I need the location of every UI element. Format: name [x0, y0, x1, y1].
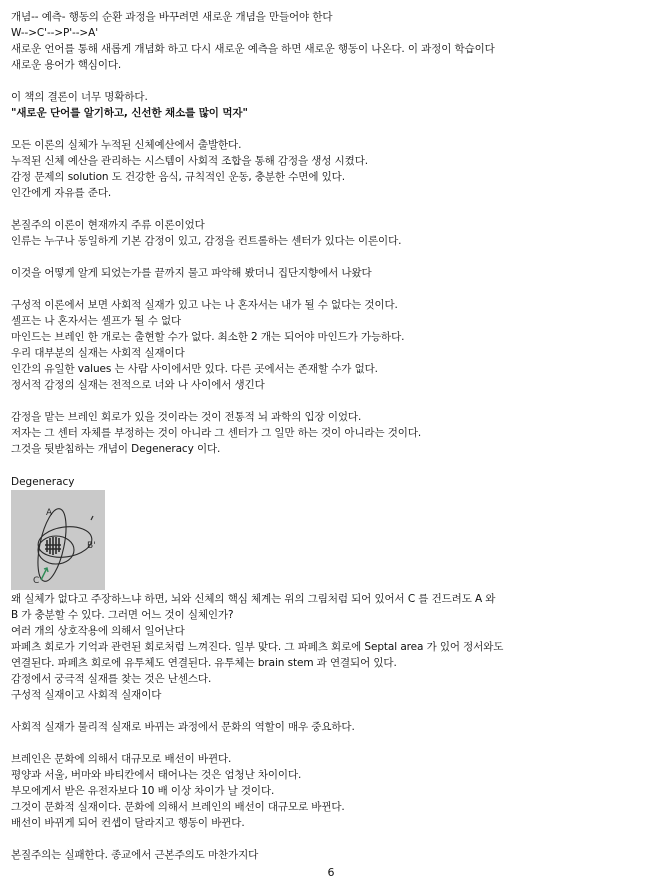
text-line: 브레인은 문화에 의해서 대규모로 배선이 바뀐다. — [11, 753, 232, 765]
paragraph-gap — [11, 281, 651, 297]
text-line: 여러 개의 상호작용에 의해서 일어난다 — [11, 625, 185, 637]
text-line: 개념-- 예측- 행동의 순환 과정을 바꾸려면 새로운 개념을 만들어야 한다 — [11, 11, 333, 23]
document-body — [11, 9, 651, 863]
paragraph-gap — [11, 249, 651, 265]
text-line: 배선이 바뀌게 되어 컨셉이 달라지고 행동이 바뀐다. — [11, 817, 245, 829]
label-a: A — [46, 508, 53, 518]
text-line: 구성적 이론에서 보면 사회적 실재가 있고 나는 나 혼자서는 내가 될 수 없다는 것이다. — [11, 299, 398, 311]
paragraph-gap — [11, 457, 651, 473]
text-line: B 가 충분할 수 있다. 그러면 어느 것이 실체인가? — [11, 609, 234, 621]
text-line: 누적된 신체 예산을 관리하는 시스템이 사회적 조합을 통해 감정을 생성 시켰다. — [11, 155, 368, 167]
text-line: 사회적 실재가 물리적 실재로 바뀌는 과정에서 문화의 역할이 매우 중요하다. — [11, 721, 355, 733]
text-line: 연결된다. 파페츠 회로에 유투체도 연결된다. 유투체는 brain stem 과 연결되어 있다. — [11, 657, 397, 669]
highlight-quote: "새로운 단어를 알기하고, 신선한 채소를 많이 먹자" — [11, 107, 248, 119]
text-line: 인간의 유일한 values 는 사람 사이에서만 있다. 다른 곳에서는 존재할 수가 없다. — [11, 363, 378, 375]
text-line: 그것이 문화적 실재이다. 문화에 의해서 브레인의 배선이 대규모로 바뀐다. — [11, 801, 345, 813]
label-c: C — [33, 576, 40, 586]
text-line: 우리 대부분의 실재는 사회적 실재이다 — [11, 347, 185, 359]
text-line: 그것을 뒷받침하는 개념이 Degeneracy 이다. — [11, 443, 221, 455]
text-line: 본질주의 이론이 현재까지 주류 이론이었다 — [11, 219, 205, 231]
figure-background — [11, 490, 105, 590]
degeneracy-diagram — [11, 490, 105, 590]
text-line: 왜 실체가 없다고 주장하느냐 하면, 뇌와 신체의 핵심 체계는 위의 그림처럼 되어 있어서 C 를 건드려도 A 와 — [11, 593, 496, 605]
degeneracy-figure — [11, 490, 105, 590]
text-line: 본질주의는 실패한다. 종교에서 근본주의도 마찬가지다 — [11, 849, 259, 861]
text-line: 정서적 감정의 실재는 전적으로 너와 나 사이에서 생긴다 — [11, 379, 265, 391]
text-line: 평양과 서울, 버마와 바티칸에서 태어나는 것은 엄청난 차이이다. — [11, 769, 302, 781]
paragraph-gap — [11, 201, 651, 217]
text-line: 감정을 맡는 브레인 회로가 있을 것이라는 것이 전통적 뇌 과학의 입장 이었다. — [11, 411, 362, 423]
paragraph-gap — [11, 73, 651, 89]
text-line: 저자는 그 센터 자체를 부정하는 것이 아니라 그 센터가 그 일만 하는 것이 아니라는 것이다. — [11, 427, 422, 439]
text-line: 인류는 누구나 동일하게 기본 감정이 있고, 감정을 컨트롤하는 센터가 있다는 이론이다. — [11, 235, 402, 247]
figure-title: Degeneracy — [11, 476, 75, 488]
paragraph-gap — [11, 831, 651, 847]
text-line: 감정에서 궁극적 실재를 찾는 것은 난센스다. — [11, 673, 212, 685]
text-line: 모든 이론의 실체가 누적된 신체예산에서 출발한다. — [11, 139, 242, 151]
text-line: 부모에게서 받은 유전자보다 10 배 이상 차이가 날 것이다. — [11, 785, 275, 797]
text-line: 감정 문제의 solution 도 건강한 음식, 규칙적인 운동, 충분한 수면에 있다. — [11, 171, 345, 183]
paragraph-gap — [11, 121, 651, 137]
paragraph-gap — [11, 703, 651, 719]
paragraph-gap — [11, 393, 651, 409]
text-line: 이것을 어떻게 알게 되었는가를 끝까지 물고 파악해 봤더니 집단지향에서 나왔다 — [11, 267, 372, 279]
text-line: 구성적 실재이고 사회적 실재이다 — [11, 689, 162, 701]
text-line: W-->C'-->P'-->A' — [11, 27, 98, 39]
label-b: B' — [87, 541, 96, 551]
text-line: 새로운 용어가 핵심이다. — [11, 59, 122, 71]
text-line: 셀프는 나 혼자서는 셀프가 될 수 없다 — [11, 315, 182, 327]
text-line: 이 책의 결론이 너무 명확하다. — [11, 91, 148, 103]
paragraph-gap — [11, 735, 651, 751]
text-line: 파페츠 회로가 기억과 관련된 회로처럼 느껴진다. 일부 맞다. 그 파페츠 회로에 Septal area 가 있어 정서와도 — [11, 641, 504, 653]
text-line: 새로운 언어를 통해 새롭게 개념화 하고 다시 새로운 예측을 하면 새로운 행동이 나온다. 이 과정이 학습이다 — [11, 43, 495, 55]
text-line: 마인드는 브레인 한 개로는 출현할 수가 없다. 최소한 2 개는 되어야 마인드가 가능하다. — [11, 331, 405, 343]
text-line: 인간에게 자유를 준다. — [11, 187, 112, 199]
page-number: 6 — [327, 866, 335, 879]
